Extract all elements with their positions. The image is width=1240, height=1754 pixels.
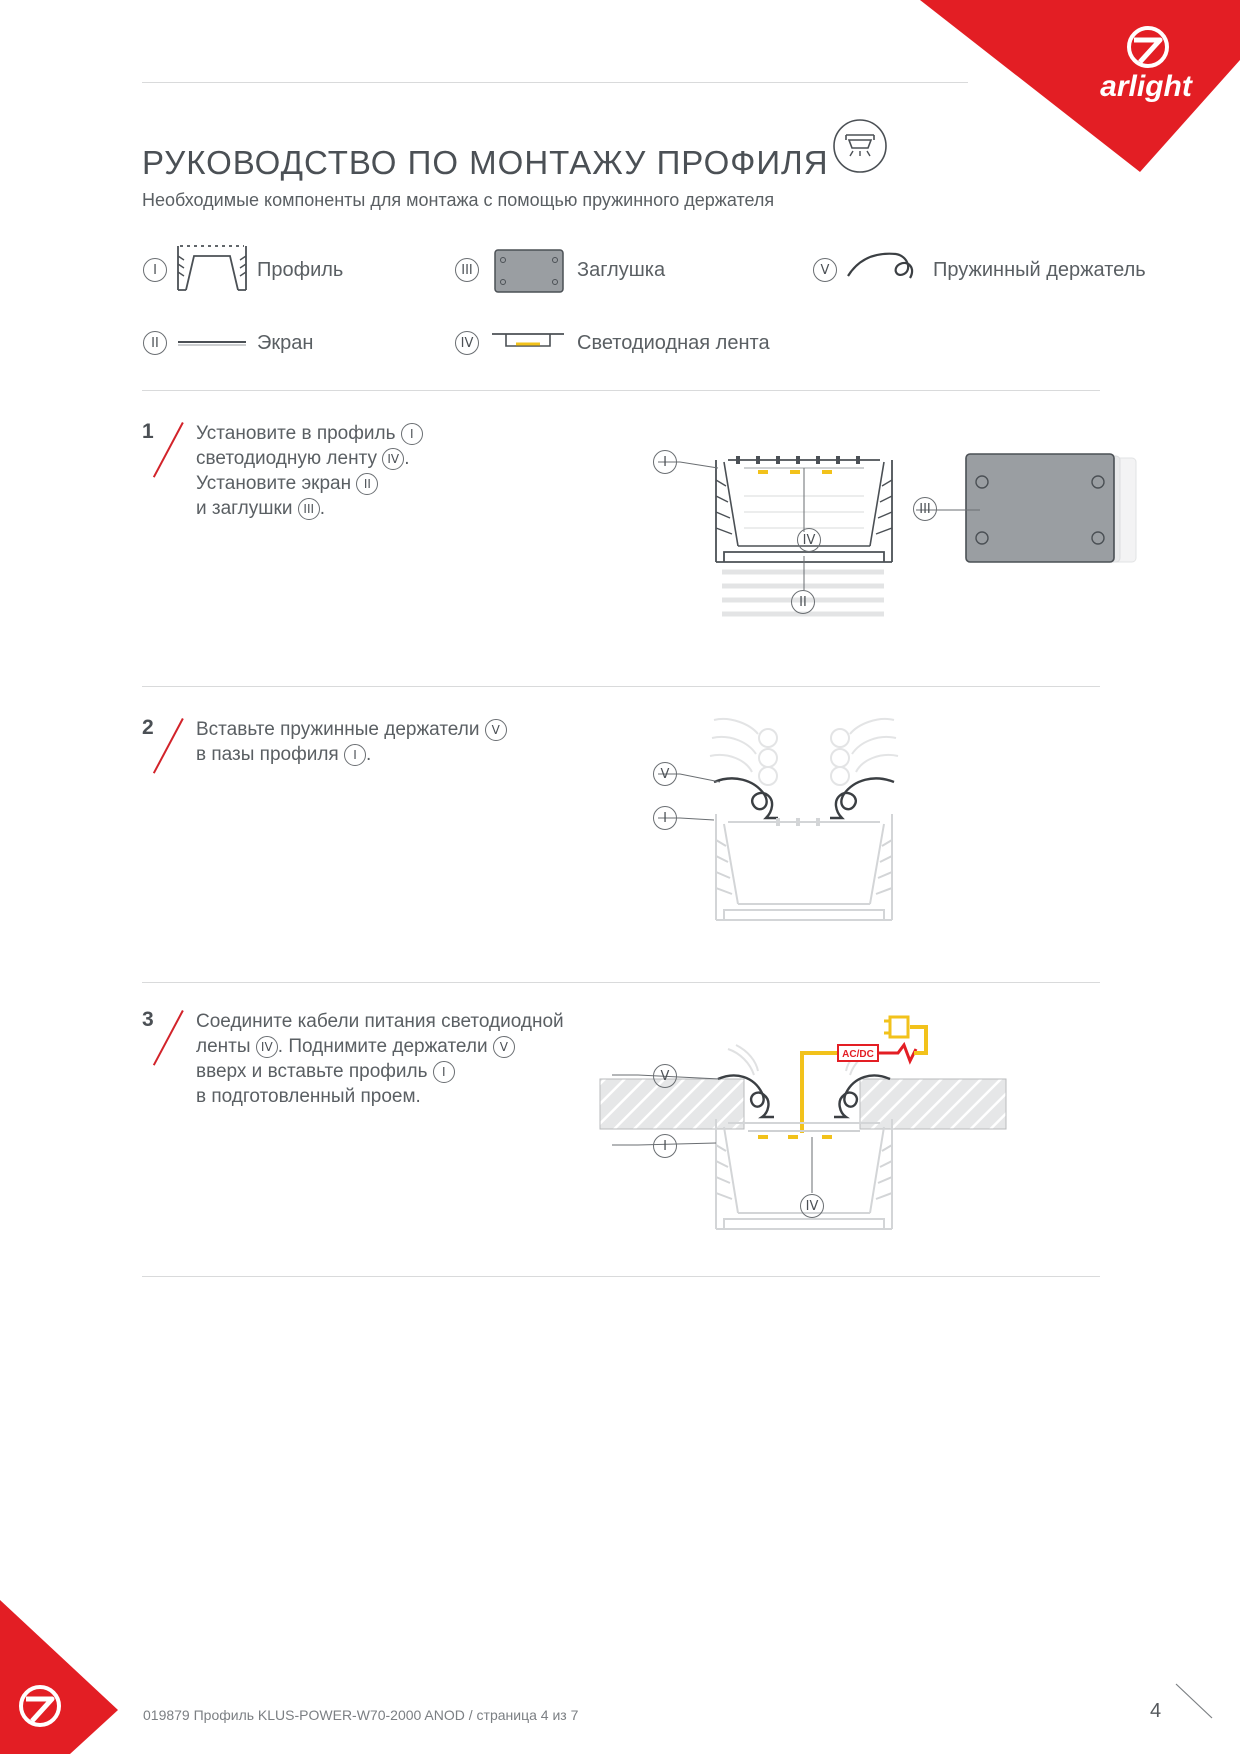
page-title: РУКОВОДСТВО ПО МОНТАЖУ ПРОФИЛЯ [142, 144, 829, 182]
callout-badge: IV [800, 1194, 824, 1218]
section-divider [142, 686, 1100, 687]
diffuser-component-icon [176, 338, 248, 348]
step-number: 1 [142, 420, 154, 443]
step-slash [153, 1010, 184, 1066]
callout-badge: I [653, 450, 677, 474]
step-slash [153, 422, 184, 478]
page-number: 4 [1150, 1700, 1162, 1722]
callout-badge: I [653, 1134, 677, 1158]
footer-doc-info: 019879 Профиль KLUS-POWER-W70-2000 ANOD / страница 4 из 7 [143, 1707, 579, 1723]
step-instruction: Установите в профиль I светодиодную ленту IV . Установите экран II и заглушки III . [196, 421, 423, 521]
end-cap-component-icon [493, 248, 565, 294]
section-divider [142, 390, 1100, 391]
component-label-diffuser: Экран [257, 332, 314, 354]
callout-badge: II [791, 590, 815, 614]
section-divider [142, 1276, 1100, 1277]
component-label-end-cap: Заглушка [577, 259, 666, 281]
component-label-profile: Профиль [257, 259, 344, 281]
callout-badge: V [653, 1064, 677, 1088]
step-1-diagram [640, 440, 1200, 620]
power-supply-label: AC/DC [842, 1049, 874, 1060]
numeral-badge: IV [455, 331, 479, 355]
ceiling-lamp-icon [832, 118, 888, 174]
step-instruction: Соедините кабели питания светодиодной ленты IV . Поднимите держатели V вверх и вставьте профиль I в подготовленный проем. [196, 1011, 564, 1107]
page-subtitle: Необходимые компоненты для монтажа с помощью пружинного держателя [142, 190, 775, 210]
brand-logo [920, 0, 1240, 180]
numeral-badge: I [143, 258, 167, 282]
numeral-badge: V [813, 258, 837, 282]
page-corner-slash [1172, 1680, 1216, 1724]
profile-component-icon [174, 244, 250, 294]
step-slash [153, 718, 184, 774]
logo-text: arlight [1100, 70, 1192, 103]
component-label-led-strip: Светодиодная лента [577, 332, 770, 354]
callout-badge: IV [797, 528, 821, 552]
step-number: 2 [142, 716, 154, 739]
step-2-diagram [640, 710, 940, 930]
section-divider [142, 982, 1100, 983]
component-label-spring-holder: Пружинный держатель [933, 259, 1146, 281]
numeral-badge: II [143, 331, 167, 355]
callout-badge: III [913, 497, 937, 521]
spring-holder-component-icon [846, 248, 922, 288]
footer-brand-mark [0, 1600, 120, 1754]
numeral-badge: III [455, 258, 479, 282]
callout-badge: V [653, 762, 677, 786]
step-instruction: Вставьте пружинные держатели V в пазы профиля I . [196, 717, 507, 767]
top-rule [142, 82, 968, 83]
step-number: 3 [142, 1008, 154, 1031]
led-strip-component-icon [490, 330, 566, 354]
callout-badge: I [653, 806, 677, 830]
